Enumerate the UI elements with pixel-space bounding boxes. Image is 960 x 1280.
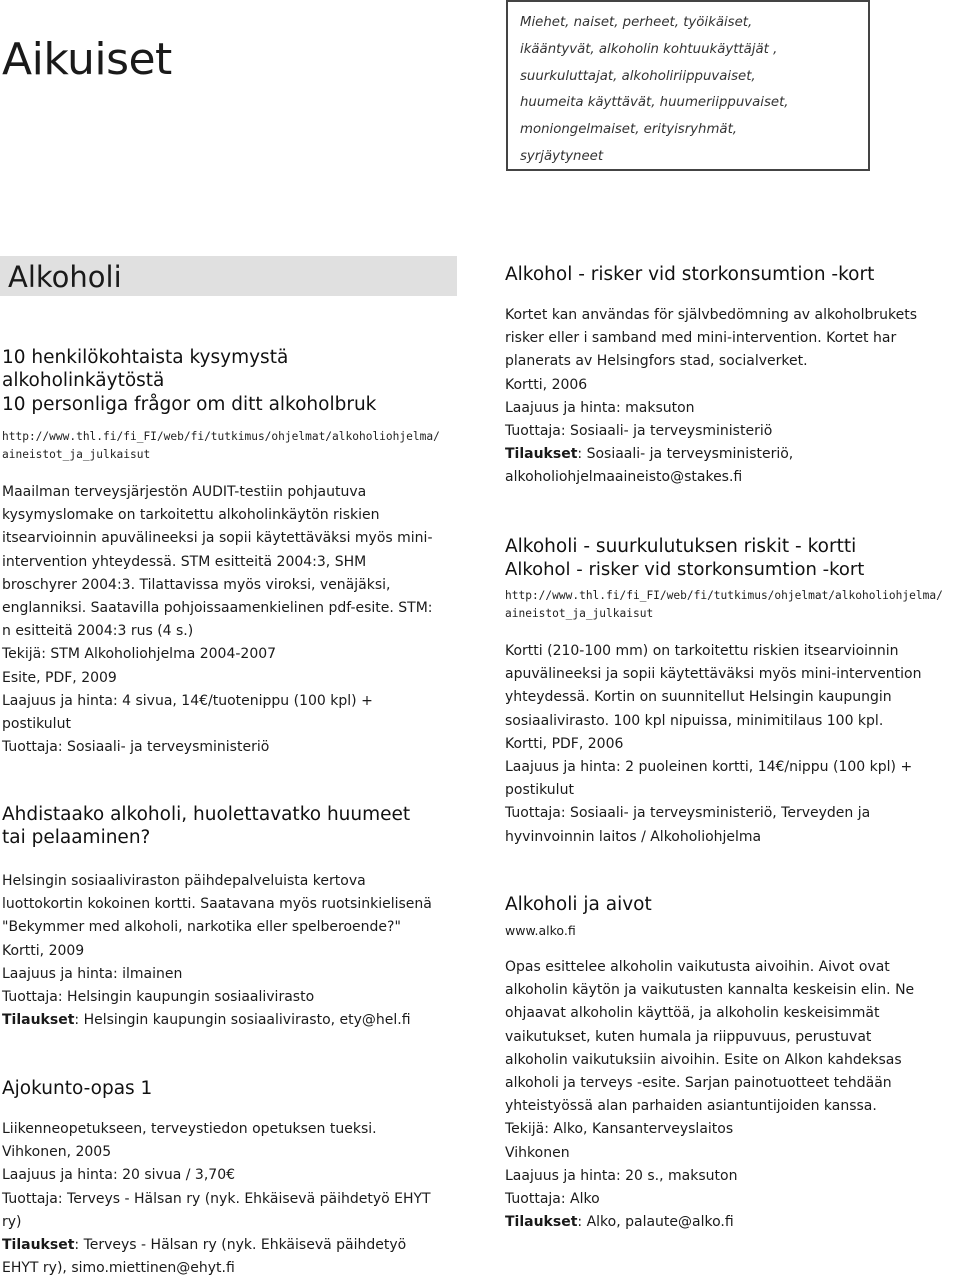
body-line: yhteydessä. Kortin on suunnitellut Helsingin kaupungin bbox=[505, 689, 892, 706]
item-heading: 10 personliga frågor om ditt alkoholbruk bbox=[2, 393, 377, 415]
body-line: Helsingin sosiaaliviraston päihdepalveluista kertova bbox=[2, 873, 366, 889]
body-line: englanniksi. Saatavilla pohjoissaamenkielinen pdf-esite. STM: bbox=[2, 600, 433, 617]
body-line: Laajuus ja hinta: 20 s., maksuton bbox=[505, 1167, 738, 1184]
left-item-anxiety bbox=[2, 803, 462, 850]
item-url-line[interactable]: aineistot_ja_julkaisut bbox=[505, 607, 654, 620]
item-url-line[interactable]: www.alko.fi bbox=[505, 923, 576, 938]
order-line bbox=[505, 1211, 960, 1234]
body-line: "Bekymmer med alkoholi, narkotika eller spelberoende?" bbox=[2, 919, 401, 936]
page-title: Aikuiset bbox=[2, 34, 172, 85]
item-heading: 10 henkilökohtaista kysymystä bbox=[2, 347, 289, 368]
right-item-heavy-use-body bbox=[505, 640, 960, 849]
body-line: Kortti, 2009 bbox=[2, 942, 85, 959]
body-line: vaikutukset, kuten humala ja riippuvuus, perustuvat bbox=[505, 1028, 872, 1045]
item-heading: Alkohol - risker vid storkonsumtion -kort bbox=[505, 264, 875, 285]
target-groups-line: ikääntyvät, alkoholin kohtuukäyttäjät , bbox=[520, 41, 778, 57]
order-line bbox=[2, 1009, 462, 1032]
body-line: alkoholin vaikutuksiin aivoihin. Esite on Alkon kahdeksas bbox=[505, 1051, 902, 1068]
body-line: Kortet kan användas för självbedömning av alkoholbrukets bbox=[505, 307, 918, 323]
body-line: Kortti, 2006 bbox=[505, 376, 588, 393]
body-line: Tuottaja: Sosiaali- ja terveysministeriö, Terveyden ja bbox=[505, 805, 871, 822]
body-line: Tuottaja: Terveys - Hälsan ry (nyk. Ehkäisevä päihdetyö EHYT bbox=[2, 1190, 431, 1207]
body-line: Kortti (210-100 mm) on tarkoitettu riskien itsearvioinnin bbox=[505, 643, 899, 659]
order-value: : Alko, palaute@alko.fi bbox=[577, 1214, 734, 1231]
right-item-brain-body bbox=[505, 956, 960, 1234]
body-line: EHYT ry), simo.miettinen@ehyt.fi bbox=[2, 1260, 235, 1277]
left-item-driving-body bbox=[2, 1118, 462, 1280]
target-groups-line: suurkuluttajat, alkoholiriippuvaiset, bbox=[520, 68, 756, 84]
body-line: Esite, PDF, 2009 bbox=[2, 669, 117, 686]
target-groups-line: syrjäytyneet bbox=[520, 148, 604, 164]
order-label: Tilaukset bbox=[505, 1214, 578, 1231]
body-line: alkoholin käytön ja vaikutusten kannalta keskeisin elin. Ne bbox=[505, 982, 915, 999]
body-line: kysymyslomake on tarkoitettu alkoholinkäytön riskien bbox=[2, 507, 380, 524]
order-value: : Helsingin kaupungin sosiaalivirasto, ety@hel.fi bbox=[74, 1012, 411, 1029]
body-line: sosiaalivirasto. 100 kpl nipuissa, minimitilaus 100 kpl. bbox=[505, 712, 884, 729]
body-line: Laajuus ja hinta: 4 sivua, 14€/tuotenippu (100 kpl) + bbox=[2, 692, 373, 709]
left-item-driving bbox=[2, 1077, 462, 1100]
body-line: yhteistyössä alan parhaiden asiantuntijoiden kanssa. bbox=[505, 1098, 877, 1115]
item-url-line[interactable]: http://www.thl.fi/fi_FI/web/fi/tutkimus/ohjelmat/alkoholiohjelma/ bbox=[2, 430, 440, 443]
left-item-anxiety-body bbox=[2, 870, 462, 1032]
right-item-brain-url[interactable] bbox=[505, 922, 576, 940]
item-url-line[interactable]: http://www.thl.fi/fi_FI/web/fi/tutkimus/ohjelmat/alkoholiohjelma/ bbox=[505, 589, 943, 602]
body-line: Tuottaja: Sosiaali- ja terveysministeriö bbox=[2, 739, 270, 756]
body-line: Vihkonen bbox=[505, 1144, 570, 1161]
section-header bbox=[0, 256, 457, 296]
right-item-risk-card-body bbox=[505, 304, 960, 490]
body-line: ohjaavat alkoholin käyttöä, ja alkoholin keskeisimmät bbox=[505, 1005, 880, 1022]
body-line: Liikenneopetukseen, terveystiedon opetuksen tueksi. bbox=[2, 1121, 377, 1137]
right-item-url[interactable] bbox=[505, 587, 943, 623]
target-groups-box bbox=[506, 0, 870, 171]
body-line: Tuottaja: Helsingin kaupungin sosiaalivirasto bbox=[2, 989, 315, 1006]
body-line: risker eller i samband med mini-intervention. Kortet har bbox=[505, 330, 897, 347]
order-label: Tilaukset bbox=[505, 446, 578, 463]
item-heading: tai pelaaminen? bbox=[2, 827, 151, 849]
body-line: Tekijä: STM Alkoholiohjelma 2004-2007 bbox=[2, 646, 277, 663]
order-value: : Sosiaali- ja terveysministeriö, bbox=[577, 446, 794, 463]
target-groups-line: Miehet, naiset, perheet, työikäiset, bbox=[520, 15, 753, 30]
right-item-risk-card-swedish bbox=[505, 263, 960, 286]
target-groups-line: moniongelmaiset, erityisryhmät, bbox=[520, 122, 738, 138]
body-line: postikulut bbox=[505, 782, 574, 799]
body-line: Vihkonen, 2005 bbox=[2, 1144, 112, 1161]
item-url-line[interactable]: aineistot_ja_julkaisut bbox=[2, 448, 151, 461]
order-line bbox=[2, 1234, 462, 1257]
section-title: Alkoholi bbox=[8, 260, 122, 294]
body-line: alkoholiohjelmaaineisto@stakes.fi bbox=[505, 469, 743, 486]
item-heading: alkoholinkäytöstä bbox=[2, 370, 165, 392]
left-item-body bbox=[2, 481, 462, 759]
right-item-heavy-use-card bbox=[505, 535, 960, 581]
left-item-questionnaire bbox=[2, 346, 462, 416]
body-line: broschyrer 2004:3. Tilattavissa myös viroksi, venäjäksi, bbox=[2, 576, 391, 593]
body-line: Laajuus ja hinta: 2 puoleinen kortti, 14€/nippu (100 kpl) + bbox=[505, 759, 913, 776]
body-line: luottokortin kokoinen kortti. Saatavana myös ruotsinkielisenä bbox=[2, 896, 432, 913]
body-line: Kortti, PDF, 2006 bbox=[505, 735, 624, 752]
body-line: Opas esittelee alkoholin vaikutusta aivoihin. Aivot ovat bbox=[505, 959, 890, 975]
item-heading: Alkoholi ja aivot bbox=[505, 894, 652, 915]
item-heading: Alkoholi - suurkulutuksen riskit - kortti bbox=[505, 536, 857, 557]
body-line: itsearvioinnin apuvälineeksi ja sopii käytettäväksi myös mini- bbox=[2, 530, 433, 547]
item-heading: Ajokunto-opas 1 bbox=[2, 1078, 153, 1099]
right-item-brain bbox=[505, 893, 960, 916]
body-line: alkoholi ja terveys -esite. Sarjan painotuotteet tehdään bbox=[505, 1075, 892, 1092]
body-line: Tuottaja: Alko bbox=[505, 1191, 600, 1208]
item-subheading: Alkohol - risker vid storkonsumtion -kort bbox=[505, 559, 865, 581]
left-item-url[interactable] bbox=[2, 428, 440, 464]
body-line: Laajuus ja hinta: ilmainen bbox=[2, 965, 183, 982]
body-line: intervention yhteydessä. STM esitteitä 2004:3, SHM bbox=[2, 553, 367, 570]
item-heading: Ahdistaako alkoholi, huolettavatko huumeet bbox=[2, 804, 411, 825]
target-groups-line: huumeita käyttävät, huumeriippuvaiset, bbox=[520, 95, 789, 111]
body-line: Maailman terveysjärjestön AUDIT-testiin pohjautuva bbox=[2, 484, 367, 500]
order-label: Tilaukset bbox=[2, 1012, 75, 1029]
body-line: Tuottaja: Sosiaali- ja terveysministeriö bbox=[505, 423, 773, 440]
order-value: : Terveys - Hälsan ry (nyk. Ehkäisevä päihdetyö bbox=[74, 1237, 407, 1254]
body-line: Laajuus ja hinta: 20 sivua / 3,70€ bbox=[2, 1167, 236, 1184]
order-line bbox=[505, 443, 960, 466]
body-line: postikulut bbox=[2, 716, 71, 733]
body-line: apuvälineeksi ja sopii käytettäväksi myös mini-intervention bbox=[505, 666, 922, 683]
body-line: Tekijä: Alko, Kansanterveyslaitos bbox=[505, 1121, 734, 1138]
body-line: planerats av Helsingfors stad, socialverket. bbox=[505, 353, 808, 370]
order-label: Tilaukset bbox=[2, 1237, 75, 1254]
body-line: hyvinvoinnin laitos / Alkoholiohjelma bbox=[505, 828, 762, 845]
body-line: ry) bbox=[2, 1213, 22, 1230]
body-line: n esitteitä 2004:3 rus (4 s.) bbox=[2, 623, 194, 640]
body-line: Laajuus ja hinta: maksuton bbox=[505, 399, 695, 416]
